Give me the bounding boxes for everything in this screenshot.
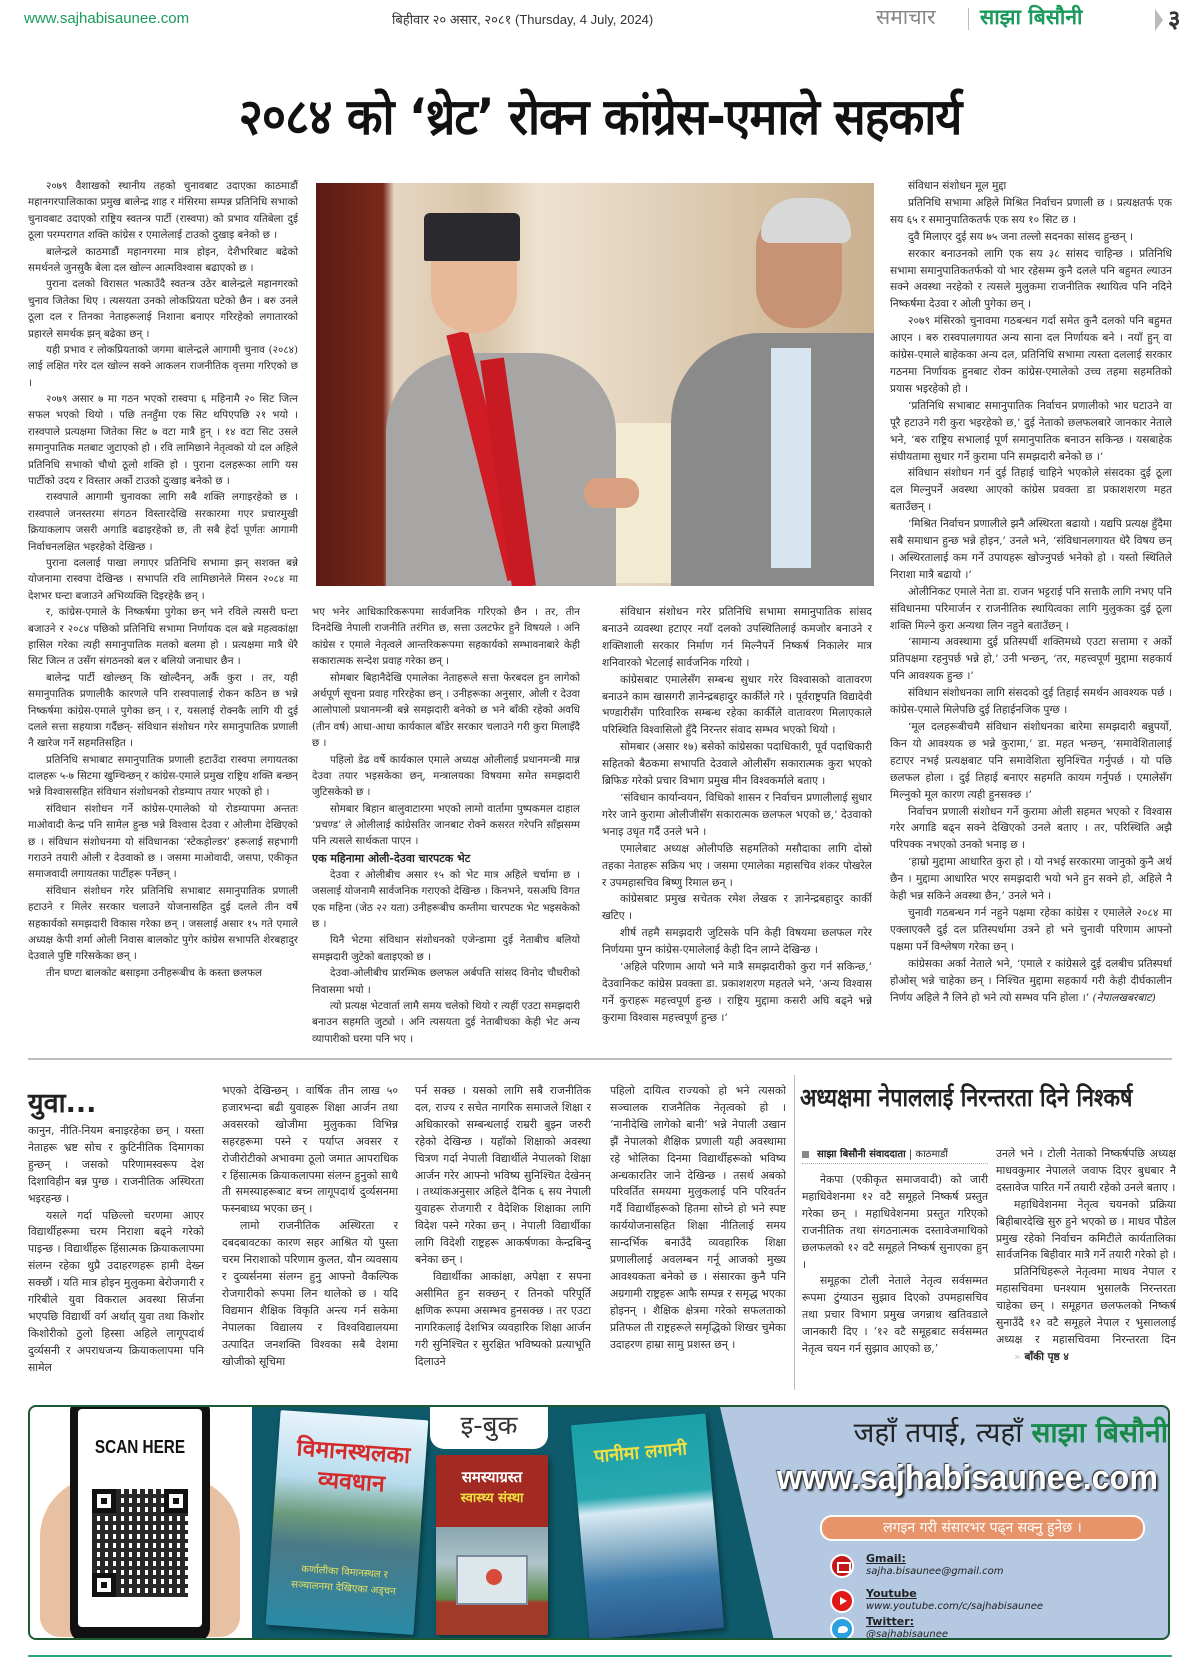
contact-label: Gmail: [866,1552,906,1565]
ebook-label: इ-बुक [430,1405,548,1449]
paragraph: ‘संविधान कार्यान्वयन, विधिको शासन र निर्वाचन प्रणालीलाई सुधार गरेर जाने कुरामा ओलीजीसँग सकारात्मक छलफल भएको छ,’ देउवाको भनाइ उधृत गर्दै उनले भने । [602,791,872,838]
photo-handshake [584,478,639,508]
paragraph: प्रतिनिधि सभाबाट समानुपातिक प्रणाली हटाउँदा रास्वपा लगायतका दालहरू ५-७ सिटमा खुम्चिन्छन् र कांग्रेस-एमाले प्रमुख राष्ट्रिय शक्ति बन्छन् भन्ने विश्वाससहित संविधान संशोधनको रोडम्याप तयार भएको हो । [28,753,298,799]
contact-label: Twitter: [866,1615,915,1628]
twitter-icon [830,1617,854,1640]
page-number: ३ [1168,5,1181,33]
paragraph: २०७९ असार ७ मा गठन भएको रास्वपा ६ महिनामै २० सिट जित्न सफल भएको थियो । पछि तनहुँमा एक सिट थपिएपछि २१ भयो । रास्वपाले प्रत्यक्षमा जितेका सिट ७ वटा मात्रै हुन् । १४ वटा सिट उसले समानुपातिक मतबाट जुटाएको हो । रवि लामिछाने नेतृत्वको यो दल अहिले प्रतिनिधि सभाको चौथो ठूलो शक्ति हो । पुराना दलहरूका लागि यस पार्टीको उदय र विस्तार अर्को टाउको दुःखाइ बनेको छ । [28,393,298,488]
paragraph: शीर्ष तहमै समझदारी जुटिसके पनि केही विषयमा छलफल गरेर निर्णयमा पुग्न कांग्रेस-एमालेलाई केही दिन लाग्ने देखिन्छ । [602,927,872,957]
paragraph: सोमबार बिहान बालुवाटारमा भएको लामो वार्तामा पुष्पकमल दाहाल ‘प्रचण्ड’ ले ओलीलाई कांग्रेसतिर जानबाट रोक्ने कसरत गरेपनि साँझसम्म पनि त्यसले सार्थकता पाएन । [312,802,580,848]
paragraph: संविधान संशोधन गरेर प्रतिनिधि सभामा समानुपातिक सांसद बनाउने व्यवस्था हटाएर नयाँ दलको उपस्थितिलाई कमजोर बनाउने र शक्तिशाली सरकार निर्माण गर्न मिल्नैपर्ने निष्कर्ष निकालेर मात्र शनिवारको भेटलाई सार्वजनिक गरियो । [602,606,872,669]
paragraph-text: कांग्रेसका अर्का नेताले भने, ‘एमाले र कांग्रेसले दुई दलबीच प्रतिस्पर्धा होओस् भन्ने चाहेका छन् । निश्चित मुद्दामा सहकार्य गरी केही दीर्घकालीन निर्णय अहिले नै लिने हो भने त्यो सम्भव पनि होला ।’ [890,957,1172,1004]
photo-shirt [771,348,811,568]
section-name: समाचार [876,5,936,29]
youtube-icon [830,1589,854,1613]
paragraph: संविधान संशोधनका लागि संसदको दुई तिहाई समर्थन आवश्यक पर्छ । कांग्रेस-एमाले मिलेपछि दुई तिहाईनजिक पुग्छ । [890,687,1172,717]
side-article-column-1 [802,1172,988,1358]
paragraph: त्यो प्रत्यक्ष भेटवार्ता लामै समय चलेको थियो र त्यहीं एउटा समझदारी बनाउन सहमति जुट्यो । अनि त्यसयता दुई नेताबीचका केही भेट अन्य व्यापारीको घरमा पनि भए । [312,999,580,1045]
mail-icon [830,1554,854,1578]
hospital-illustration [456,1555,528,1605]
paragraph [890,956,1172,1007]
paragraph: समूहका टोली नेताले नेतृत्व सर्वसम्मत रूपमा टुंग्याउन सुझाव दिएको उपमहासचिव तथा प्रचार विभाग प्रमुख जगन्नाथ खतिवडाले जानकारी दिए । ‘१२ वटै समूहबाट सर्वसम्मत नेतृत्व चयन गर्न सुझाव आएको छ,’ [802,1274,988,1356]
side-article-headline: अध्यक्षमा नेपाललाई निरन्तरता दिने निश्कर्ष [800,1083,1133,1112]
paragraph: संविधान संशोधन गरेर प्रतिनिधि सभाबाट समानुपातिक प्रणाली हटाउने र मिलेर सरकार चलाउने योजनासहित दुई दलले तीन वर्षे सहकार्यको समझदारी विकास गरेका छन् । जसलाई असार १५ गते एमाले अध्यक्ष केपी शर्मा ओली निवास बालकोट पुगेर कांग्रेस सभापति शेरबहादुर देउवाले पुष्टि गरिसकेका छन् । [28,884,298,963]
paragraph: ‘सामान्य अवस्थामा दुई प्रतिस्पर्धी शक्तिमध्ये एउटा सत्तामा र अर्को प्रतिपक्षमा रहनुपर्छ भन्ने हो,’ उनी भन्छन्, ‘तर, महत्त्वपूर्ण मुद्दामा सहकार्य पनि आवश्यक हुन्छ ।’ [890,636,1172,683]
paragraph: विद्यार्थीका आकांक्षा, अपेक्षा र सपना असीमित हुन सक्छन् र तिनको परिपूर्ति क्षणिक रूपमा असम्भव हुनसक्छ । तर एउटा नागरिकलाई देशभित्र व्यवहारिक शिक्षा आर्जन गरी सुनिश्चित र सुरक्षित भविष्यको प्रत्याभूति दिलाउने [415,1269,591,1368]
paragraph: रास्वपाले आगामी चुनावका लागि सबै शक्ति लगाइरहेको छ । रास्वपाले जनस्तरमा संगठन विस्तारदेखि सरकारमा गएर प्रचारमुखी क्रियाकलाप जसरी अगाडि बढाइरहेको छ, ती सबै हेर्दा पूर्णतः आगामी निर्वाचनलक्षित भइरहेको देखिन्छ । [28,491,298,553]
login-banner: लगइन गरी संसारभर पढ्न सक्नु हुनेछ । [820,1515,1145,1541]
side-article-column-2 [996,1146,1176,1366]
paragraph: यसले गर्दा पछिल्लो चरणमा आएर विद्यार्थीहरूमा चरम निराशा बढ्ने गरेको पाइन्छ । विद्यार्थीहरू हिंसात्मक क्रियाकलापमा संलग्न रहेका थुप्रै उदाहरणहरू हामी देख्न सक्छौं । यति मात्र होइन मुलुकमा बेरोजगारी र गरिबीले युवा विकराल अवस्था सिर्जना भएपछि विद्यार्थी वर्ग अर्थात् युवा तथा किशोर किशोरीको ठुलो हिस्सा अहिले लागूपदार्थ दुर्व्यसनी र अपराधजन्य क्रियाकलापमा पनि सामेल [28,1208,204,1374]
paragraph: ‘प्रतिनिधि सभाबाट समानुपातिक निर्वाचन प्रणालीको भार घटाउने वा पूरै हटाउने गरी कुरा भइरहेको छ,’ दुई नेताको छलफलबारे जानकार नेताले भने, ‘बरु राष्ट्रिय सभालाई पूर्ण समानुपातिक बनाउन सकिन्छ । यसबाहेक संघीयतामा सुधार गर्ने कुरामा पनि समझदारी बनेको छ ।’ [890,399,1172,463]
paragraph: सरकार बनाउनको लागि एक सय ३८ सांसद चाहिन्छ । प्रतिनिधि सभामा समानुपातिकतर्फको यो भार रहेसम्म कुनै दलले पनि बहुमत ल्याउन सक्ने अवस्था नरहेको र त्यसले मुलुकमा राजनीतिक स्थायित्व पनि नदिने निष्कर्षमा देउवा र ओली पुगेका छन् । [890,247,1172,311]
paragraph: संविधान संशोधन गर्न दुई तिहाई चाहिने भएकोले संसदका दुई ठूला दल मिल्नुपर्ने अवस्था आएको कांग्रेस प्रवक्ता डा प्रकाशशरण महत बताउँछन् । [890,467,1172,514]
paragraph: ‘हाम्रो मुद्दामा आधारित कुरा हो । यो नभई सरकारमा जानुको कुनै अर्थ छैन । मुद्दामा आधारित भएर समझदारी भयो भने हुन सक्ने हो, अहिले नै केही भन्न सकिने अवस्था छैन,’ उनले भने । [890,856,1172,903]
medical-cross-icon [486,1569,502,1585]
ad-slogan [28,1413,1168,1451]
paragraph: पर्न सक्छ । यसको लागि सबै राजनीतिक दल, राज्य र सचेत नागरिक समाजले शिक्षा र अधिकारको सम्बन्धलाई राम्ररी बुझ्न जरुरी रहेको देखिन्छ । यहाँको शिक्षाको अवस्था चित्रण गर्दा नेपाली विद्यार्थीले नेपालको शिक्षा आर्जन गरेर आफ्नो भविष्य सुनिश्चित देखेनन् । तथ्यांकअनुसार अहिले दैनिक ६ सय नेपाली युवाहरू रोजगारी र वैदेशिक शिक्षाका लागि विदेश पस्ने गरेका छन् । नेपाली विद्यार्थीका लागि विदेशी राष्ट्रहरू आकर्षणका केन्द्रबिन्दु बनेका छन् । [415,1084,591,1267]
byline: साझा बिसौनी संवाददाता | काठमाडौं [802,1146,988,1164]
paragraph: उनले भने । टोली नेताको निष्कर्षपछि अध्यक्ष माधवकुमार नेपालले जवाफ दिएर बुधबार नै दस्तावेज पारित गर्ने तयारी रहेको उनले बताए । [996,1147,1176,1194]
site-url[interactable]: www.sajhabisaunee.com [24,10,190,27]
book-subtitle: कर्णालीका विमानस्थल र सञ्चालनमा देखिएका अड्चन [290,1563,396,1598]
paragraph: पुराना दललाई पाखा लगाएर प्रतिनिधि सभामा झन् सशक्त बन्ने योजनामा रास्वपा देखिन्छ । सभापति रवि लामिछानेले मिसन २०८४ मा देशभर घन्टा बजाउने अभिव्यक्ति दिइरहेकै छन् । [28,556,298,602]
page-arrow-icon [1155,9,1163,31]
header-divider [968,8,969,30]
contact-value: sajha.bisaunee@gmail.com [866,1566,1004,1577]
paragraph: बालेन्द्र पार्टी खोल्छन् कि खोल्दैनन्, अर्कै कुरा । तर, यही समानुपातिक प्रणालीकै कारणले पनि रास्वपालाई रोकन कठिन छ भन्ने निष्कर्षमा कांग्रेस-एमाले पुगेका छन् । र, यसलाई रोक्नकै लागि यी दुई दलले सत्ता सहयात्रा गर्दैछन्- संविधान संशोधन गरेर समानुपातिक प्रणाली नै खारेज गर्ने सहमतिसहित । [28,671,298,750]
bullet-square-icon [802,1151,809,1158]
byline-place: काठमाडौं [915,1149,948,1160]
main-headline: २०८४ को ‘थ्रेट’ रोक्न कांग्रेस-एमाले सहकार्य [238,88,962,146]
youth-article-column-3 [415,1083,591,1370]
paragraph: संविधान संशोधन गर्ने कांग्रेस-एमालेको यो रोडम्यापमा अन्ततः माओवादी केन्द्र पनि सामेल हुन्छ भन्ने विश्वास देउवा र ओलीमा देखिएको छ । संविधान संशोधनमा यो संविधानका ‘स्टेकहोल्डर’ हरूलाई सहभागी गराउने तयारी ओली र देउवाको छ । जसमा माओवादी, जसपा, एकीकृत समाजवादी लगायतका पार्टीहरू पर्नेछन् । [28,802,298,881]
paragraph: लामो राजनीतिक अस्थिरता र दबदबावटका कारण सहर आश्रित यो पुस्ता चरम निराशाको परिणाम कुलत, यौन व्यवसाय र दुव्यर्सनमा संलग्न हुनु आफ्नो वैकल्पिक रोजगारीको रूपमा लिन थालेको छ । यदि विद्यमान शैक्षिक विकृति अन्त्य गर्न सकेमा नेपालका विद्यालय र विश्वविद्यालयमा उत्पादित जनशक्ति विश्वका सबै देशमा खोजीको सूचिमा [222,1219,398,1368]
paragraph: पहिलो डेढ वर्षे कार्यकाल एमाले अध्यक्ष ओलीलाई प्रधानमन्त्री मान्न देउवा तयार भइसकेका छन्, मन्त्रालयका विषयमा समेत समझदारी जुटिसकेको छ । [312,753,580,799]
paragraph: महाधिवेशनमा नेतृत्व चयनको प्रक्रिया बिहीबारदेखि सुरु हुने भएको छ । माधव पौडेल प्रमुख रहेको निर्वाचन कमिटीले कार्यतालिका सार्वजनिक बिहीवार मात्रै गर्ने तयारी गरेको हो । [996,1197,1176,1262]
paragraph: २०७९ वैशाखको स्थानीय तहको चुनावबाट उदाएका काठमाडौं महानगरपालिकाका प्रमुख बालेन्द्र शाह र मंसिरमा सम्पन्न प्रतिनिधि सभाको चुनावबाट उदाएको राष्ट्रिय स्वतन्त्र पार्टी (रास्वपा) को प्रभाव यतिबेला दुई ठूला परम्परागत शक्ति कांग्रेस र एमालेलाई टाउको दुखाइ बनेको छ । [28,180,298,242]
main-article-column-3 [602,604,872,1027]
photo-hair [761,198,851,243]
paragraph: र, कांग्रेस-एमाले के निष्कर्षमा पुगेका छन् भने रविले त्यसरी घन्टा बजाउने र २०८४ पछिको प्रतिनिधि सभामा निर्णायक दल बन्ने महत्वकांक्षा हासिल गरेका त्यही समानुपातिक मतको बलमा हो । प्रत्यक्षमा मात्रै धेरै सिट जित्न त उसँग संगठनको बल र बलियो जनाधार छैन । [28,606,298,668]
section-divider [28,1058,1172,1060]
photo-topi-cap [424,213,520,261]
scan-here-label: SCAN HERE [94,1437,186,1457]
paper-name: साझा बिसौनी [980,5,1083,29]
contact-value: @sajhabisaunee [866,1629,949,1640]
paragraph-text: प्रतिनिधिहरूले नेतृत्वमा माधव नेपाल र महासचिवमा घनश्याम भुसालकै निरन्तरता चाहेका छन् । समूहगत छलफलको निष्कर्ष सुनाउँदै १२ वटै समूहले नेपाल र भुसाललाई अध्यक्ष र महासचिवमा निरन्तरता दिन [996,1265,1176,1346]
slogan-text: जहाँ तपाई, त्यहाँ [853,1416,1023,1449]
main-article-column-2 [312,604,580,1047]
subheading: एक महिनामा ओली-देउवा चारपटक भेट [312,851,471,865]
paragraph: यिनै भेटमा संविधान संशोधनको एजेन्डामा दुई नेताबीच बलियो समझदारी जुटेको बताइएको छ । [312,934,580,963]
paragraph: यही प्रभाव र लोकप्रियताको जगमा बालेन्द्रले आगामी चुनाव (२०८४) लाई लक्षित गरेर दल खोल्न सक्ने आकलन राजनीतिक वृत्तमा गरिएको छ । [28,343,298,389]
issue-date: बिहीवार २० असार, २०८१ (Thursday, 4 July, 2024) [392,12,654,27]
paragraph: कानुन, नीति-नियम बनाइरहेका छन् । यस्ता नेताहरू भ्रष्ट सोच र कुटिनीतिक दिमागका हुन्छन् । जसको परिणामस्वरूप देश दिशाविहीन बन्न पुग्छ । राजनीतिक अस्थिरता भइरहन्छ । [28,1124,204,1205]
paragraph: तीन घण्टा बालकोट बसाइमा उनीहरूबीच के कस्ता छलफल [46,966,262,979]
slogan-brand: साझा बिसौनी [1031,1416,1168,1449]
paragraph: देउवा र ओलीबीच असार १५ को भेट मात्र अहिले चर्चामा छ । जसलाई योजनामै सार्वजनिक गराएको देखिन्छ । किनभने, यसअघि विगत एक महिना (जेठ २२ यता) उनीहरूबीच कम्तीमा चारपटक भेट भइसकेको छ । [312,868,580,931]
paragraph: प्रतिनिधि सभामा अहिले मिश्रित निर्वाचन प्रणाली छ । प्रत्यक्षतर्फ एक सय ६५ र समानुपातिकतर्फ एक सय १० सिट छ । [890,196,1172,226]
continued-link[interactable] [996,1349,1069,1366]
paragraph: कांग्रेसबाट एमालेसँग सम्बन्ध सुधार गरेर विश्वासको वातावरण बनाउने काम खासगरी ज्ञानेन्द्रबहादुर कार्कीले गरे । पूर्वराष्ट्रपति विद्यादेवी भण्डारीसँग पारिवारिक सम्बन्ध रहेका कार्कीले वातावरण मिलाएकाले परिस्थिति विश्वासिलो हुँदै निरन्तर संवाद सम्भव भएको थियो । [602,673,872,737]
youth-article-title: युवा... [28,1088,97,1119]
main-article-column-4 [890,178,1172,1006]
youth-article-column-2 [222,1083,398,1370]
paragraph: ओलीनिकट एमाले नेता डा. राजन भट्टराई पनि सत्ताकै लागि नभए पनि संविधानमा परिमार्जन र राजनीतिक स्थायित्वका लागि मुलुकका दुई ठूला शक्ति मिल्ने कुरा अन्यथा लिन नहुने बताउँछन् । [890,585,1172,632]
paragraph: सोमबार बिहानैदेखि एमालेका नेताहरूले सत्ता फेरबदल हुन लागेको अर्थपूर्ण सूचना प्रवाह गरिरहेका छन् । उनीहरूका अनुसार, ओली र देउवा आलोपालो प्रधानमन्त्री बन्ने समझदारी बनेको छ भने बाँकी रहेको अवधि (तीन वर्ष) आधा-आधा कार्यकाल बाँडेर सरकार चलाउने गरी कुरा मिलाइँदै छ । [312,671,580,750]
column-divider [794,1075,795,1390]
book-title: विमानस्थलका व्यवधान [295,1435,411,1498]
contact-value: www.youtube.com/c/sajhabisaunee [866,1601,1044,1612]
qr-finder-icon [92,1573,116,1597]
subheading: संविधान संशोधन मूल मुद्दा [908,180,1007,192]
paragraph: नेकपा (एकीकृत समाजवादी) को जारी महाधिवेशनमा १२ वटै समूहले निष्कर्ष प्रस्तुत गरेका छन् । महाधिवेशनमा प्रस्तुत गरिएको राजनीतिक तथा संगठनात्मक दस्तावेजमाथिको छलफलको १२ वटै समूहले निष्कर्ष सुनाएका हुन् । [802,1173,988,1271]
paragraph: भए भनेर आधिकारिकरूपमा सार्वजनिक गरिएको छैन । तर, तीन दिनदेखि नेपाली राजनीति तरंगित छ, सत्ता उलटफेर हुने विषयले । अनि कांग्रेस र एमाले नेतृत्वले आन्तरिकरूपमा सहकार्यको सम्भावनाबारे केही सकारात्मक सन्देश प्रवाह गरेका छन् । [312,606,580,668]
youth-article-column-4 [610,1083,786,1354]
paragraph: दुवै मिलाएर दुई सय ७५ जना तल्लो सदनका सांसद हुन्छन् । [908,230,1133,243]
main-article-column-1 [28,178,298,981]
article-photo-handshake [316,183,874,586]
paragraph: कांग्रेसबाट प्रमुख सचेतक रमेश लेखक र ज्ञानेन्द्रबहादुर कार्की खटिए । [602,893,872,923]
page-header [0,0,1200,40]
article-source: (नेपालखबरबाट) [1092,991,1156,1004]
paragraph: एमालेबाट अध्यक्ष ओलीपछि सहमतिको मसौदाका लागि दोस्रो तहका नेताहरू सक्रिय भए । जसमा एमालेका महासचिव शंकर पोखरेल र उपमहासचिव बिष्णु रिमाल छन् । [602,842,872,889]
paragraph: भएको देखिन्छन् । वार्षिक तीन लाख ५० हजारभन्दा बढी युवाहरू शिक्षा आर्जन तथा अवसरको खोजीमा मुलुकका विभिन्न सहरहरूमा पस्ने र पर्याप्त अवसर र रोजीरोटीको अभावमा ठूलो जमात आपराधिक र हिंसात्मक क्रियाकलापमा संलग्न हुनुको साथै ती समस्याहरूबाट बच्न लागूपदार्थ दुर्व्यसनमा फस्नबाध्य भएका छन् । [222,1084,398,1216]
paragraph: पुराना दलको विरासत भत्काउँदै स्वतन्त्र उठेर बालेन्द्रले महानगरको चुनाव जितेका थिए । त्यसयता उनको लोकप्रियता घटेको छैन । बरु उनले ठूला दल र तिनका नेताहरूलाई निशाना बनाएर गरिरहेको लगातारको प्रहारले समर्थक झन् बढेका छन् । [28,278,298,340]
paragraph [996,1264,1176,1365]
contact-label: Youtube [866,1587,917,1600]
double-chevron-right-icon: » [1014,1350,1021,1363]
ebook-advertisement[interactable] [28,1405,1170,1640]
paragraph: बालेन्द्रले काठमाडौं महानगरमा मात्र होइन, देशैभरिबाट बढेको समर्थनले जुनसुकै बेला दल खोल्न आत्मविश्वास बढाएको छ । [28,245,298,274]
book-title: समस्याग्रस्त [461,1468,523,1486]
continued-label: बाँकी पृष्ठ ४ [1024,1350,1069,1363]
byline-author: साझा बिसौनी संवाददाता [817,1149,906,1160]
paragraph: चुनावी गठबन्धन गर्न नहुने पक्षमा रहेका कांग्रेस र एमालेले २०८४ मा एक्लाएक्लै दुई दल प्रतिस्पर्धामा उत्रने हो भने चुनावी परिणाम आफ्नो पक्षमा पर्ने विश्लेषण गरेका छन् । [890,906,1172,953]
paragraph: देउवा-ओलीबीच प्रारम्भिक छलफल अर्बपति सांसद विनोद चौधरीको निवासमा भयो । [312,967,580,996]
paragraph: सोमबार (असार १७) बसेको कांग्रेसका पदाधिकारी, पूर्व पदाधिकारी सहितको बैठकमा सभापति देउवाले ओलीसँग सकारात्मक कुरा भएको ब्रिफिङ गरेको प्रचार विभाग प्रमुख मीन विश्वकर्माले बताए । [602,741,872,788]
paragraph: २०७९ मंसिरको चुनावमा गठबन्धन गर्दा समेत कुनै दलको पनि बहुमत आएन । बरु रास्वपालगायत अन्य साना दल निर्णायक बने । नयाँ हुन् वा कांग्रेस-एमाले बाहेकका अन्य दल, प्रतिनिधि सभामा त्यस्ता दललाई सरकार गठनमा निर्णायक हुनबाट रोक्न कांग्रेस-एमालेको उच्च तहमा सहमतिको प्रयास भइरहेको हो । [890,315,1172,395]
paragraph: ‘अहिले परिणाम आयो भने मात्रै समझदारीको कुरा गर्न सकिन्छ,’ देउवानिकट कांग्रेस प्रवक्ता डा. प्रकाशशरण महतले भने, ‘अन्य विश्वास गर्ने कुराहरू महत्त्वपूर्ण हुन्छ । राष्ट्रिय मुद्दामा कसरी अघि बढ्ने भन्ने कुरामा विश्वास महत्त्वपूर्ण हुन्छ ।’ [602,961,872,1024]
book-title: स्वास्थ्य संस्था [460,1491,524,1506]
bottom-divider [28,1655,1172,1657]
paragraph: निर्वाचन प्रणाली संशोधन गर्ने कुरामा ओली सहमत भएको र विश्वास गरेर अगाडि बढ्न सक्ने देखिएको उनले बताए । तर, परिस्थिति अझै परिपक्क नभएको उनको भनाइ छ । [890,805,1172,852]
book-title: पानीमा लगानी [593,1438,688,1468]
youth-article-column-1 [28,1123,204,1377]
paragraph: पहिलो दायित्व राज्यको हो भने त्यसको सञ्चालक राजनैतिक नेतृत्वको हो । ‘नानीदेखि लागेको बानी’ भन्ने नेपाली उखान झैं नेपालको शैक्षिक प्रणाली यही अवस्थामा रहे भोलिका दिनमा विद्यार्थीहरूको भविष्य अन्धकारतिर जाने देखिन्छ । तसर्थ अबको परिवर्तित समयमा मुलुकलाई पनि परिवर्तन गर्दै विद्यार्थीहरूको हितमा सोच्ने हो भने स्पष्ट कार्ययोजनासहित शिक्षा नीतिलाई समय सान्दर्भिक बनाउँदै व्यवहारिक शिक्षा प्रणालीलाई अवलम्बन गर्नू आजको मुख्य आवश्यकता बनेको छ । संसारका कुनै पनि अग्रगामी राष्ट्रहरू आफै सम्पन्न र समृद्ध भएका होइनन् । शैक्षिक क्षेत्रमा गरेको सफलताको प्रतिफल ती राष्ट्रहरूले समृद्धिको शिखर चुमेका उदाहरण हाम्रा सामु प्रशस्त छन् । [610,1084,786,1351]
paragraph: ‘मूल दलहरूबीचमै संविधान संशोधनका बारेमा समझदारी बन्नुपर्यो, किन यो आवश्यक छ भन्ने कुरामा,’ डा. महत भन्छन्, ‘समावेशितालाई हटाएर नभई प्रत्यक्षबाट पनि समावेशिता सुनिश्चित गर्नुपर्छ । यो पछि छलफल होला । दुई तिहाई बनाएर सहमति कायम गर्नुपर्छ । एमालेसँग मिल्नुको मूल कारण त्यही हुनसक्छ ।’ [890,721,1172,801]
ad-website-url[interactable]: www.sajhabisaunee.com [776,1459,1158,1497]
paragraph: ‘मिश्रित निर्वाचन प्रणालीले झनै अस्थिरता बढायो । यद्यपि प्रत्यक्ष हुँदैमा सबै समाधान हुन्छ भन्ने होइन,’ उनले भने, ‘संविधानलगायत धेरै विषय छन् । अस्थिरतालाई कम गर्ने उपायहरू खोज्नुपर्छ भनेको हो । यस्तो स्थितिले निराशा मात्रै बढायो ।’ [890,518,1172,581]
